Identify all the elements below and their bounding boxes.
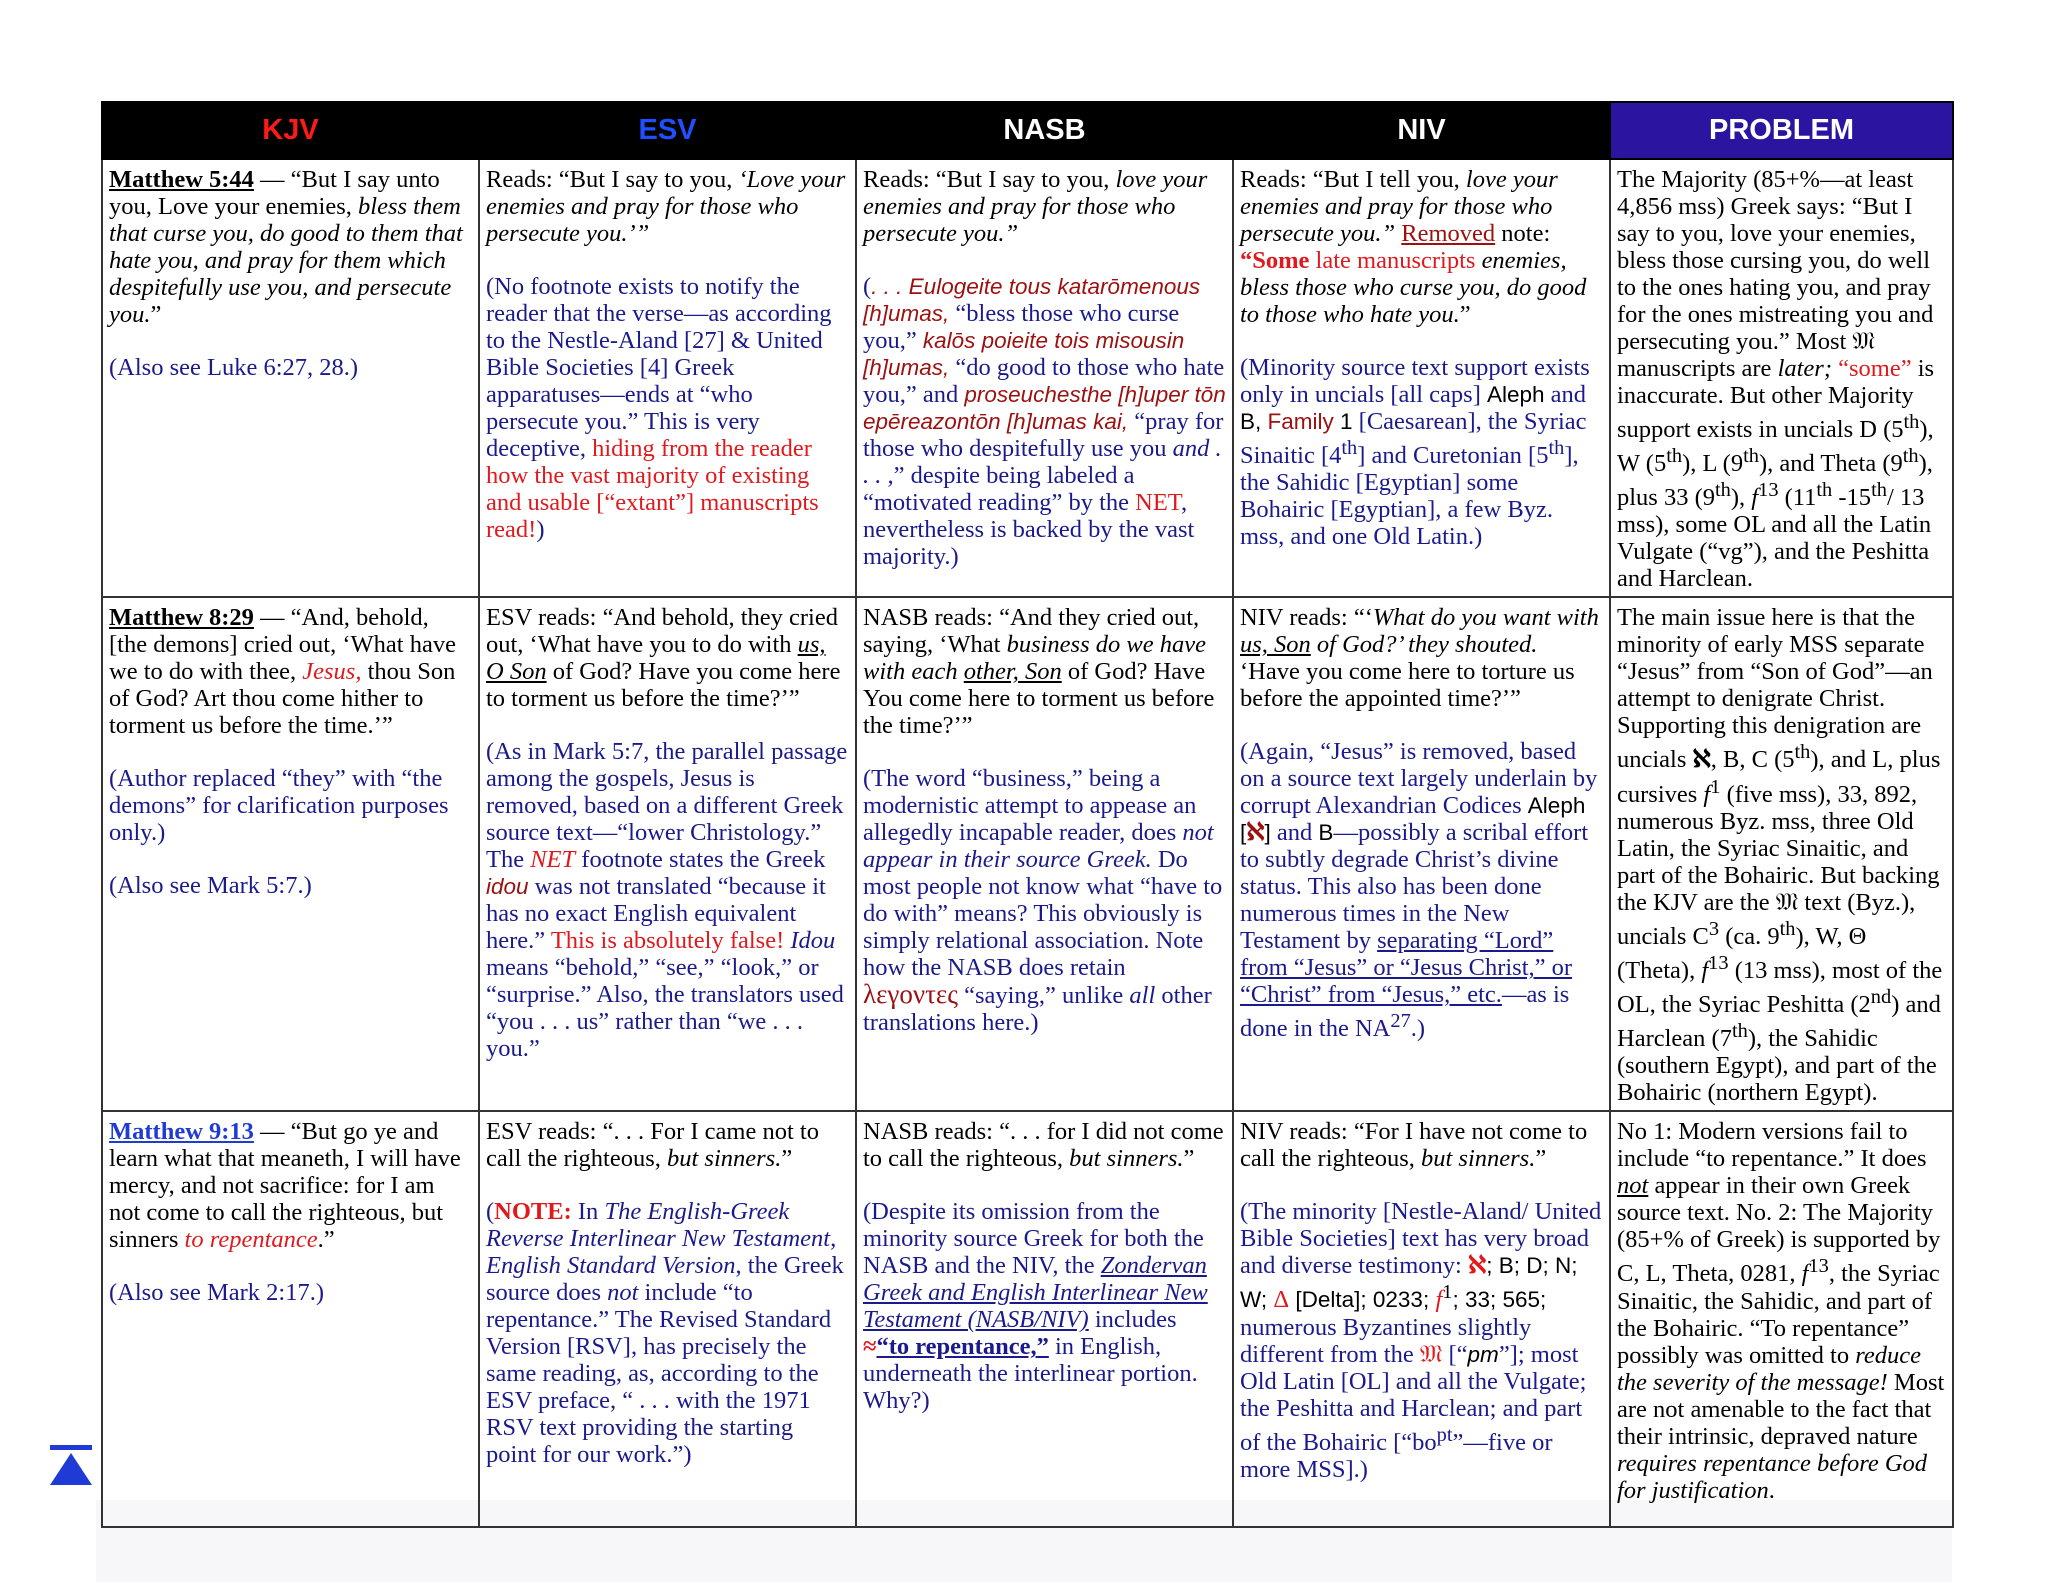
verse-reference-link[interactable]: Matthew 9:13 bbox=[109, 1118, 254, 1146]
niv-manuscripts: ; B; D; N; W; bbox=[1240, 1253, 1578, 1313]
niv-reads-italic: love your enemies and pray for those who persecute you.” bbox=[1240, 166, 1558, 247]
aleph-symbol: ℵ bbox=[1692, 746, 1711, 774]
superscript: th bbox=[1779, 917, 1796, 940]
problem-text: ), the Sahidic (southern Egypt), and part of the Bohairic (northern Egypt). bbox=[1617, 1025, 1937, 1107]
problem-text: ), and Theta (9 bbox=[1758, 450, 1903, 478]
net-label: NET bbox=[530, 846, 576, 874]
kjv-note: (Also see Luke 6:27, 28.) bbox=[109, 354, 359, 381]
niv-note: and bbox=[1544, 381, 1587, 408]
family-f-label: f bbox=[1751, 484, 1759, 512]
esv-cell bbox=[479, 1111, 856, 1527]
nasb-note-italic: not appear in their source Greek. bbox=[863, 819, 1214, 874]
niv-note: —possibly a scribal effort to subtly degrade Christ’s divine status. This also has been done numerous times in the New Testament by bbox=[1240, 819, 1589, 955]
problem-text: , B, C (5 bbox=[1710, 746, 1795, 774]
nasb-note: includes bbox=[1088, 1306, 1177, 1334]
nasb-note-italic: all bbox=[1129, 982, 1156, 1010]
superscript: 13 bbox=[1808, 1255, 1829, 1278]
problem-cell bbox=[1610, 597, 1953, 1111]
superscript: th bbox=[1731, 1020, 1748, 1043]
niv-note: [“ bbox=[1442, 1340, 1468, 1368]
problem-italic: reduce the severity of the message! bbox=[1617, 1341, 1921, 1396]
esv-cell bbox=[479, 159, 856, 597]
b-label: B, bbox=[1240, 409, 1268, 434]
kjv-text: .” bbox=[317, 1226, 335, 1254]
nasb-note: “saying,” unlike bbox=[957, 982, 1130, 1010]
esv-reads-italic: ‘Love your enemies and pray for those who persecute you.’” bbox=[486, 166, 846, 247]
niv-note: (The minority [Nestle-Aland/ United Bible Societies] text has very broad and diverse testimony: bbox=[1240, 1198, 1602, 1280]
niv-note: ”]; most Old Latin [OL] and all the Vulgate; the Peshitta and Harclean; and part of the Bohairic [“bo bbox=[1240, 1340, 1587, 1456]
niv-manuscripts: ; 33; 565; bbox=[1452, 1287, 1547, 1313]
removed-label: Removed bbox=[1401, 220, 1496, 247]
verse-reference: Matthew 8:29 bbox=[109, 604, 254, 632]
majority-symbol: 𝔐 bbox=[1419, 1340, 1443, 1368]
esv-reads: of God? Have you come here to torment us before the time?’” bbox=[486, 658, 841, 713]
header-kjv: KJV bbox=[102, 102, 479, 159]
superscript: th bbox=[1715, 479, 1731, 502]
problem-text: (13 mss), most of the OL, the Syriac Peshitta (2 bbox=[1617, 957, 1943, 1019]
book-title: Zondervan Greek and English Interlinear New Testament (NASB/NIV) bbox=[863, 1252, 1208, 1334]
nasb-note: (Despite its omission from the minority source Greek for both the NASB and the NIV, the bbox=[863, 1198, 1204, 1280]
problem-text: ), L (9 bbox=[1682, 450, 1744, 478]
problem-text: ), W, Θ (Theta), bbox=[1617, 922, 1867, 985]
superscript: th bbox=[1871, 479, 1887, 502]
nasb-note: other translations here.) bbox=[863, 982, 1212, 1037]
family-label: Family bbox=[1267, 409, 1334, 434]
aleph-label: Aleph [ bbox=[1240, 793, 1586, 846]
esv-note: means “behold,” “see,” “look,” or “surprise.” Also, the translators used “you . . . us” rather than “we . . . you.” bbox=[486, 954, 844, 1063]
superscript: 13 bbox=[1708, 951, 1729, 974]
niv-cell bbox=[1233, 159, 1610, 597]
nasb-reads-italic: but sinners. bbox=[1069, 1145, 1184, 1173]
note-label: NOTE: bbox=[494, 1198, 572, 1226]
nasb-note-italic: and . . . , bbox=[863, 435, 1222, 489]
superscript: th bbox=[1816, 479, 1833, 502]
kjv-text-italic: bless them that curse you, do good to them that hate you, and pray for them which despitefully use you, and persecute you. bbox=[109, 193, 463, 328]
niv-note-underlined: separating “Lord” from “Jesus” or “Jesus Christ,” or “Christ” from “Jesus,” etc. bbox=[1240, 927, 1573, 1009]
book-title: The English-Greek Reverse Interlinear New Testament, English Standard Version bbox=[486, 1198, 837, 1280]
esv-reads: Reads: “But I say to you, bbox=[486, 166, 739, 193]
esv-note: In bbox=[571, 1198, 605, 1226]
greek-word: λεγοντες bbox=[863, 979, 958, 1010]
esv-note: include “to repentance.” The Revised Standard Version [RSV], has precisely the same reading, as, according to the ESV preface, “ . . . with the 1971 RSV text providing the starting point for our work.”) bbox=[486, 1279, 832, 1469]
problem-text: ) and Harclean (7 bbox=[1617, 991, 1941, 1053]
esv-note-italic: not bbox=[607, 1279, 639, 1307]
kjv-text-end: ” bbox=[150, 301, 162, 328]
family-f-label: f bbox=[1801, 1260, 1809, 1288]
esv-reads: ESV reads: “. . . For I came not to call the righteous, bbox=[486, 1118, 819, 1173]
nasb-reads-italic: love your enemies and pray for those who persecute you.” bbox=[863, 166, 1208, 247]
problem-text: ), bbox=[1730, 484, 1752, 512]
superscript: 1 bbox=[1710, 775, 1721, 798]
niv-reads: ‘Have you come here to torture us before the appointed time?’” bbox=[1240, 658, 1575, 713]
header-problem: PROBLEM bbox=[1610, 102, 1953, 159]
aleph-label: Aleph bbox=[1486, 382, 1545, 407]
late-label: late manuscripts bbox=[1309, 247, 1482, 274]
nasb-note: , nevertheless is backed by the vast majority.) bbox=[863, 489, 1195, 570]
problem-text: The main issue here is that the minority of early MSS separate “Jesus” from “Son of God”—an attempt to denigrate Christ. Supporting this denigration are uncials bbox=[1617, 604, 1933, 774]
esv-underlined: us, O Son bbox=[486, 631, 826, 686]
kjv-note: (Also see Mark 5:7.) bbox=[109, 872, 312, 900]
niv-cell bbox=[1233, 597, 1610, 1111]
niv-note: numerous Byzantines slightly different from the bbox=[1240, 1313, 1532, 1368]
family-f-label: f bbox=[1703, 780, 1711, 808]
niv-cell bbox=[1233, 1111, 1610, 1527]
niv-reads: NIV reads: “‘ bbox=[1240, 604, 1373, 632]
header-row bbox=[102, 102, 1953, 159]
niv-underlined: us, Son bbox=[1240, 631, 1311, 659]
niv-footnote-text: enemies, bless those who curse you, do good to those who hate you. bbox=[1240, 247, 1587, 328]
niv-note: [Caesarean], the Syriac Sinaitic [4 bbox=[1240, 408, 1587, 470]
nasb-cell bbox=[856, 159, 1233, 597]
back-to-top-button[interactable] bbox=[50, 1445, 92, 1487]
nasb-reads: Reads: “But I say to you, bbox=[863, 166, 1116, 193]
esv-note-red: This is absolutely false! bbox=[550, 927, 785, 955]
nasb-repentance: “to repentance,” bbox=[876, 1333, 1049, 1361]
arrow-to-top-icon bbox=[50, 1445, 92, 1487]
nasb-underlined: other, Son bbox=[963, 658, 1062, 686]
kjv-cell bbox=[102, 1111, 479, 1527]
delta-symbol: Δ bbox=[1273, 1286, 1290, 1314]
superscript: th bbox=[1902, 445, 1919, 468]
net-label: NET bbox=[1135, 489, 1181, 516]
esv-note-end: ) bbox=[536, 516, 545, 543]
kjv-text: — “But go ye and learn what that meaneth, I will have mercy, and not sacrifice: for I am not come to call the righteous, but sinners bbox=[109, 1118, 461, 1254]
nasb-note: “do good to those who hate you,” and bbox=[863, 354, 1225, 408]
niv-note: ] and Curetonian [5 bbox=[1357, 442, 1549, 470]
kjv-cell bbox=[102, 159, 479, 597]
problem-cell bbox=[1610, 1111, 1953, 1527]
aleph-symbol: ℵ bbox=[1467, 1252, 1487, 1280]
esv-reads: ESV reads: “And behold, they cried out, ‘What have you to do with bbox=[486, 604, 838, 659]
esv-note: was not translated “because it has no exact English equivalent here.” bbox=[486, 873, 826, 955]
esv-reads-italic: but sinners. bbox=[666, 1145, 782, 1173]
superscript: 3 bbox=[1708, 917, 1720, 940]
niv-italic: of God?’ they shouted. bbox=[1310, 631, 1538, 659]
esv-reads: ” bbox=[781, 1145, 793, 1173]
superscript: th bbox=[1548, 437, 1565, 459]
greek-word: idou bbox=[486, 874, 529, 900]
problem-some: “some” bbox=[1838, 355, 1912, 382]
problem-cell bbox=[1610, 159, 1953, 597]
problem-text: (11 bbox=[1778, 484, 1817, 512]
kjv-note: (Author replaced “they” with “the demons” for clarification purposes only.) bbox=[109, 765, 449, 847]
niv-reads: ” bbox=[1535, 1145, 1547, 1173]
niv-note: (Minority source text support exists only in uncials [all caps] bbox=[1240, 354, 1590, 408]
aleph-symbol: ℵ bbox=[1246, 819, 1265, 847]
superscript: th bbox=[1666, 445, 1683, 468]
problem-text: ), W (5 bbox=[1617, 416, 1934, 478]
superscript: 27 bbox=[1390, 1010, 1411, 1033]
superscript: th bbox=[1794, 741, 1811, 764]
header-niv: NIV bbox=[1233, 102, 1610, 159]
niv-note: —as is done in the NA bbox=[1240, 981, 1570, 1043]
superscript: th bbox=[1743, 445, 1759, 468]
nasb-note: ” despite being labeled a “motivated reading” by the bbox=[863, 462, 1136, 516]
problem-text: ), and L, plus cursives bbox=[1617, 746, 1941, 808]
nasb-cell bbox=[856, 1111, 1233, 1527]
niv-reads: Reads: “But I tell you, bbox=[1240, 166, 1466, 193]
problem-italic: later; bbox=[1777, 355, 1839, 382]
problem-text: is inaccurate. But other Majority support exists in uncials D (5 bbox=[1617, 355, 1935, 444]
niv-quote-end: ” bbox=[1459, 301, 1471, 328]
superscript: 13 bbox=[1758, 479, 1779, 502]
pm-label: pm bbox=[1467, 1341, 1499, 1367]
kjv-repentance: to repentance bbox=[184, 1226, 318, 1254]
table-row bbox=[102, 1111, 1953, 1527]
kjv-text: thou Son of God? Art thou come hither to torment us before the time.’” bbox=[109, 658, 456, 740]
greek-transliteration: proseuchesthe [h]uper tōn epēreazontōn [h]umas kai, bbox=[863, 382, 1226, 434]
greek-transliteration: kalōs poieite tois misousin [h]umas, bbox=[863, 328, 1185, 380]
problem-italic: not bbox=[1617, 1172, 1649, 1200]
header-esv: ESV bbox=[479, 102, 856, 159]
problem-italic: requires repentance before God for justification bbox=[1617, 1449, 1928, 1504]
niv-note-word: note: bbox=[1495, 220, 1551, 247]
nasb-italic: business bbox=[1006, 631, 1090, 659]
kjv-jesus: Jesus, bbox=[302, 658, 362, 686]
niv-note: ], the Sahidic [Egyptian] some Bohairic [Egyptian], a few Byz. mss, and one Old Latin.) bbox=[1240, 442, 1579, 551]
problem-text: (ca. 9 bbox=[1719, 922, 1780, 950]
niv-note: and bbox=[1270, 819, 1319, 847]
problem-text: ), plus 33 (9 bbox=[1617, 450, 1933, 512]
comparison-table bbox=[101, 101, 1954, 1528]
family-number: 1 bbox=[1333, 409, 1353, 434]
table-row bbox=[102, 597, 1953, 1111]
greek-transliteration: . . . Eulogeite tous katarōmenous [h]umas, bbox=[863, 274, 1201, 326]
superscript: nd bbox=[1870, 986, 1892, 1009]
family-f-label: f bbox=[1435, 1286, 1443, 1314]
nasb-reads: of God? Have You come here to torment us before the time?’” bbox=[863, 658, 1215, 740]
table-row bbox=[102, 159, 1953, 597]
superscript: th bbox=[1903, 411, 1920, 433]
esv-cell bbox=[479, 597, 856, 1111]
esv-note: footnote states the Greek bbox=[575, 846, 826, 874]
esv-note-red: hiding from the reader how the vast majority of existing and usable [“extant”] manuscripts read! bbox=[486, 435, 819, 543]
problem-text: (five mss), 33, 892, numerous Byz. mss, three Old Latin, the Syriac Sinaitic, and part of the Bohairic. But backing the KJV are the 𝔐 text (Byz.), uncials C bbox=[1617, 780, 1940, 950]
kjv-note: (Also see Mark 2:17.) bbox=[109, 1279, 325, 1307]
approx-icon: ≈ bbox=[863, 1333, 877, 1361]
nasb-note: in English, underneath the interlinear portion. Why?) bbox=[863, 1333, 1198, 1415]
niv-manuscripts: [Delta]; 0233; bbox=[1289, 1287, 1436, 1313]
nasb-cell bbox=[856, 597, 1233, 1111]
kjv-cell bbox=[102, 597, 479, 1111]
verse-reference: Matthew 5:44 bbox=[109, 166, 254, 193]
problem-text: . bbox=[1768, 1476, 1775, 1504]
problem-text: appear in their own Greek source text. No. 2: The Majority (85+% of Greek) is supported by C, L, Theta, 0281, bbox=[1617, 1172, 1941, 1288]
superscript: pt bbox=[1436, 1423, 1453, 1446]
esv-note: ( bbox=[486, 1198, 495, 1226]
esv-note: (As in Mark 5:7, the parallel passage among the gospels, Jesus is removed, based on a different Greek source text—“lower Christology.” The bbox=[486, 738, 848, 874]
esv-note: (No footnote exists to notify the reader that the verse—as according to the Nestle-Aland [27] & United Bible Societies [4] Greek apparatuses—ends at “who persecute you.” This is very deceptive, bbox=[486, 273, 832, 462]
superscript: 1 bbox=[1442, 1281, 1453, 1304]
superscript: th bbox=[1341, 437, 1358, 459]
niv-reads: NIV reads: “For I have not come to call the righteous, bbox=[1240, 1118, 1588, 1173]
problem-text: / 13 mss), some OL and all the Latin Vulgate (“vg”), and the Peshitta and Harclean. bbox=[1617, 484, 1932, 593]
niv-note: .) bbox=[1410, 1015, 1426, 1043]
problem-text: -15 bbox=[1832, 484, 1872, 512]
nasb-note: (The word “business,” being a modernistic attempt to appease an allegedly incapable reader, does bbox=[863, 765, 1197, 847]
niv-italic: What do you want with bbox=[1372, 604, 1599, 632]
some-label: “Some bbox=[1240, 247, 1310, 274]
problem-text: Most are not amenable to the fact that their intrinsic, depraved nature bbox=[1617, 1368, 1945, 1450]
nasb-italic: do we have with each bbox=[863, 631, 1206, 686]
b-label: B bbox=[1318, 820, 1334, 846]
esv-note: , the Greek source does bbox=[486, 1252, 844, 1307]
kjv-text: — “But I say unto you, Love your enemies, bbox=[109, 166, 440, 220]
niv-reads-italic: but sinners. bbox=[1420, 1145, 1536, 1173]
nasb-note: “pray for those who despitefully use you bbox=[863, 408, 1224, 462]
greek-word: Idou bbox=[790, 927, 836, 955]
nasb-note: “bless those who curse you,” bbox=[863, 300, 1180, 354]
problem-text: The Majority (85+%—at least 4,856 mss) Greek says: “But I say to you, love your enemies, bless those cursing you, do well to the ones hating you, and pray for the ones mistreating you and persecuting you.” Most 𝔐 manuscripts are bbox=[1617, 166, 1934, 382]
niv-note: ”—five or more MSS].) bbox=[1240, 1428, 1553, 1483]
nasb-note: Do most people not know what “have to do with” means? This obviously is simply relational association. Note how the NASB does retain bbox=[863, 846, 1223, 982]
nasb-reads: ” bbox=[1183, 1145, 1195, 1173]
nasb-note: ( bbox=[863, 273, 872, 300]
family-f-label: f bbox=[1701, 957, 1709, 985]
kjv-text: — “And, behold, [the demons] cried out, ‘What have we to do with thee, bbox=[109, 604, 456, 686]
nasb-reads: NASB reads: “. . . for I did not come to call the righteous, bbox=[863, 1118, 1224, 1173]
nasb-reads: NASB reads: “And they cried out, saying, ‘What bbox=[863, 604, 1200, 659]
problem-text: , the Syriac Sinaitic, the Sahidic, and part of the Bohairic. “To repentance” possibly was omitted to bbox=[1617, 1260, 1940, 1369]
niv-note: (Again, “Jesus” is removed, based on a source text largely underlain by corrupt Alexandrian Codices bbox=[1240, 738, 1598, 820]
problem-text: No 1: Modern versions fail to include “to repentance.” It does bbox=[1617, 1118, 1927, 1173]
header-nasb: NASB bbox=[856, 102, 1233, 159]
bracket: ] bbox=[1264, 820, 1271, 846]
